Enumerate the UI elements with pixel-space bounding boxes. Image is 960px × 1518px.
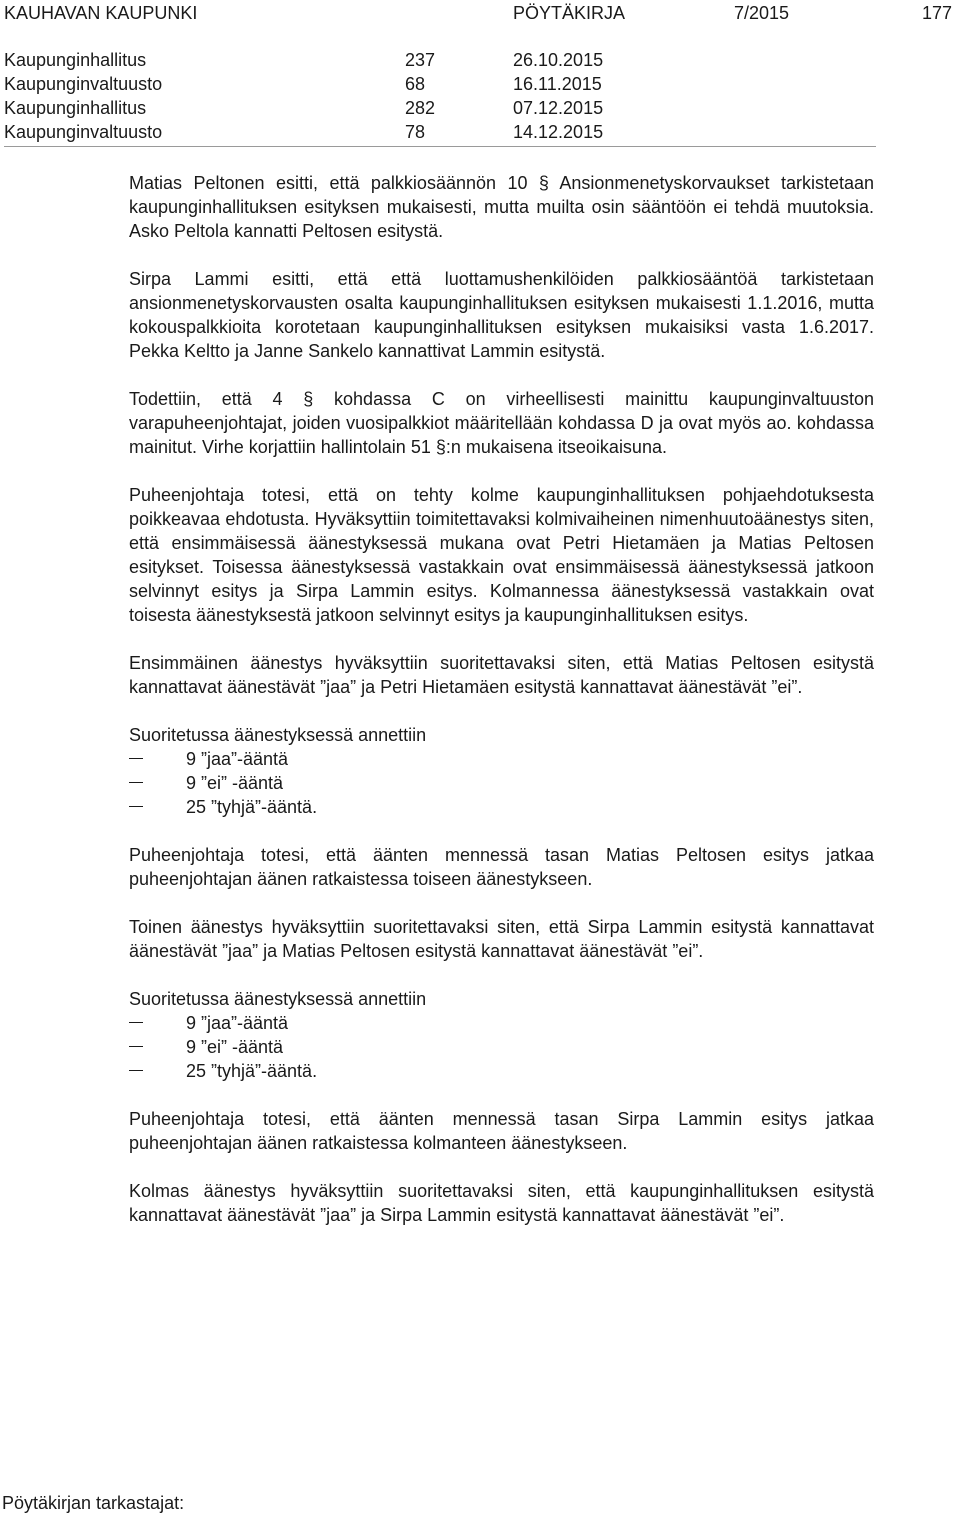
list-item — [129, 1059, 874, 1083]
dash-bullet — [129, 782, 143, 783]
dash-bullet — [129, 806, 143, 807]
meeting-body: Kaupunginvaltuusto — [4, 122, 163, 142]
page-header — [4, 1, 956, 25]
organization-name: KAUHAVAN KAUPUNKI — [4, 3, 198, 23]
list-item — [129, 795, 874, 819]
meeting-body: Kaupunginhallitus — [4, 50, 147, 70]
header-divider — [4, 146, 876, 147]
meeting-date: 07.12.2015 — [513, 98, 604, 118]
list-item — [129, 747, 874, 771]
minutes-reviewers-label: Pöytäkirjan tarkastajat: — [2, 1493, 185, 1513]
vote-count: 9 ”ei” -ääntä — [186, 773, 284, 793]
meeting-references — [4, 48, 876, 144]
vote-count: 9 ”ei” -ääntä — [186, 1037, 284, 1057]
minutes-body — [129, 171, 874, 1251]
page-number: 177 — [922, 3, 953, 23]
paragraph-correction: Todettiin, että 4 § kohdassa C on virheellisesti mainittu kaupunginvaltuuston varapuheenjohtajat, joiden vuosipalkkiot määritellään kohdassa D ja ovat myös ao. kohdassa mainitut. Virhe korjattiin hallintolain 51 §:n mukaisena itseoikaisuna. — [129, 389, 874, 457]
document-number: 7/2015 — [734, 3, 790, 23]
vote-result-list — [129, 1011, 874, 1083]
list-item — [129, 771, 874, 795]
vote-count: 9 ”jaa”-ääntä — [186, 1013, 289, 1033]
meeting-row — [4, 72, 876, 96]
dash-bullet — [129, 758, 143, 759]
dash-bullet — [129, 1046, 143, 1047]
vote-result-list — [129, 747, 874, 819]
vote-result-heading: Suoritetussa äänestyksessä annettiin — [129, 725, 427, 745]
paragraph-third-vote: Kolmas äänestys hyväksyttiin suoritettavaksi siten, että kaupunginhallituksen esitystä kannattavat äänestävät ”jaa” ja Sirpa Lammin esitystä kannattavat äänestävät ”ei”. — [129, 1181, 874, 1225]
meeting-body: Kaupunginvaltuusto — [4, 74, 163, 94]
paragraph-first-vote: Ensimmäinen äänestys hyväksyttiin suoritettavaksi siten, että Matias Peltosen esitystä kannattavat äänestävät ”jaa” ja Petri Hietamäen esitystä kannattavat äänestävät ”ei”. — [129, 653, 874, 697]
document-type: PÖYTÄKIRJA — [513, 3, 626, 23]
meeting-section: 68 — [405, 74, 426, 94]
meeting-body: Kaupunginhallitus — [4, 98, 147, 118]
paragraph-second-vote-result: Puheenjohtaja totesi, että äänten mennessä tasan Sirpa Lammin esitys jatkaa puheenjohtajan äänen ratkaistessa kolmanteen äänestykseen. — [129, 1109, 874, 1153]
meeting-date: 14.12.2015 — [513, 122, 604, 142]
dash-bullet — [129, 1022, 143, 1023]
list-item — [129, 1035, 874, 1059]
dash-bullet — [129, 1070, 143, 1071]
vote-count: 9 ”jaa”-ääntä — [186, 749, 289, 769]
paragraph-second-vote: Toinen äänestys hyväksyttiin suoritettavaksi siten, että Sirpa Lammin esitystä kannattavat äänestävät ”jaa” ja Matias Peltosen esitystä kannattavat äänestävät ”ei”. — [129, 917, 874, 961]
meeting-date: 26.10.2015 — [513, 50, 604, 70]
meeting-row — [4, 96, 876, 120]
vote-count: 25 ”tyhjä”-ääntä. — [186, 797, 318, 817]
meeting-row — [4, 120, 876, 144]
meeting-date: 16.11.2015 — [513, 74, 602, 94]
vote-result-heading: Suoritetussa äänestyksessä annettiin — [129, 989, 427, 1009]
meeting-section: 78 — [405, 122, 426, 142]
list-item — [129, 1011, 874, 1035]
paragraph-first-vote-result: Puheenjohtaja totesi, että äänten mennessä tasan Matias Peltosen esitys jatkaa puheenjohtajan äänen ratkaistessa toiseen äänestykseen. — [129, 845, 874, 889]
paragraph-lammi-proposal: Sirpa Lammi esitti, että että luottamushenkilöiden palkkiosääntöä tarkistetaan ansionmenetyskorvausten osalta kaupunginhallituksen esityksen mukaisesti 1.1.2016, mutta kokouspalkkioita korotetaan kaupunginhallituksen esityksen mukaisiksi vasta 1.6.2017. Pekka Keltto ja Janne Sankelo kannattivat Lammin esitystä. — [129, 269, 874, 361]
meeting-section: 237 — [405, 50, 436, 70]
vote-count: 25 ”tyhjä”-ääntä. — [186, 1061, 318, 1081]
paragraph-voting-procedure: Puheenjohtaja totesi, että on tehty kolme kaupunginhallituksen pohjaehdotuksesta poikkeavaa ehdotusta. Hyväksyttiin toimitettavaksi kolmivaiheinen nimenhuutoäänestys siten, että ensimmäisessä äänestyksessä mukana ovat Petri Hietamäen ja Matias Peltosen esitykset. Toisessa äänestyksessä vastakkain ovat ensimmäisessä äänestyksessä jatkoon selvinnyt esitys ja Sirpa Lammin esitys. Kolmannessa äänestyksessä vastakkain ovat toisesta äänestyksestä jatkoon selvinnyt esitys ja kaupunginhallituksen esitys. — [129, 485, 874, 625]
paragraph-peltonen-proposal: Matias Peltonen esitti, että palkkiosäännön 10 § Ansionmenetyskorvaukset tarkistetaan kaupunginhallituksen esityksen mukaisesti, mutta muilta osin sääntöön ei tehdä muutoksia. Asko Peltola kannatti Peltosen esitystä. — [129, 173, 874, 241]
meeting-row — [4, 48, 876, 72]
meeting-section: 282 — [405, 98, 436, 118]
